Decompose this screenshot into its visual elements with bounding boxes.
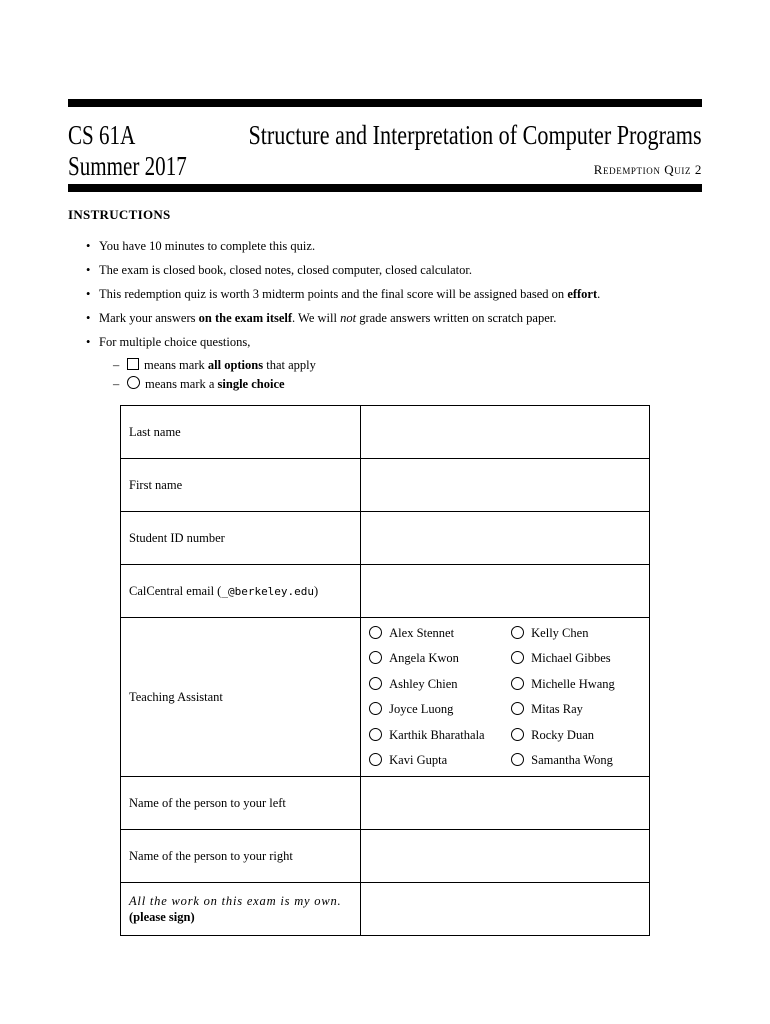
radio-circle-icon[interactable] [511,753,524,766]
ta-option[interactable]: Kelly Chen [511,621,641,647]
instructions-heading: INSTRUCTIONS [68,207,171,222]
radio-circle-icon[interactable] [511,728,524,741]
multiple-choice-legend [113,357,316,395]
instructions-list [86,238,706,358]
legend-item-radio: – means mark a single choice [113,377,285,391]
ta-option[interactable]: Mitas Ray [511,697,641,723]
radio-circle-icon[interactable] [369,753,382,766]
radio-circle-icon[interactable] [511,702,524,715]
term: Summer 2017 [68,151,187,181]
email-field[interactable] [361,565,650,618]
row-signature [121,883,650,936]
instruction-item: • You have 10 minutes to complete this quiz. [86,239,316,253]
row-teaching-assistant [121,618,650,777]
email-label: CalCentral email (_@berkeley.edu) [121,565,361,618]
row-student-id [121,512,650,565]
person-right-label: Name of the person to your right [121,830,361,883]
header-top-rule [68,99,702,107]
ta-option[interactable]: Rocky Duan [511,723,641,749]
last-name-field[interactable] [361,406,650,459]
radio-circle-icon[interactable] [511,677,524,690]
legend-item-checkbox: – means mark all options that apply [113,358,316,372]
row-first-name [121,459,650,512]
instruction-item: • The exam is closed book, closed notes, closed computer, closed calculator. [86,263,472,277]
teaching-assistant-label: Teaching Assistant [121,618,361,777]
bullet-icon: • [86,287,91,301]
person-left-label: Name of the person to your left [121,777,361,830]
radio-circle-icon[interactable] [511,651,524,664]
row-last-name [121,406,650,459]
signature-label: All the work on this exam is my own. (please sign) [121,883,361,936]
radio-circle-icon[interactable] [369,677,382,690]
ta-option[interactable]: Angela Kwon [369,646,511,672]
ta-option[interactable]: Ashley Chien [369,672,511,698]
person-left-field[interactable] [361,777,650,830]
instruction-item: • For multiple choice questions, [86,335,251,349]
ta-option[interactable]: Karthik Bharathala [369,723,511,749]
radio-circle-icon[interactable] [369,702,382,715]
first-name-field[interactable] [361,459,650,512]
instruction-item: • This redemption quiz is worth 3 midterm points and the final score will be assigned based on effort. [86,287,601,301]
radio-circle-icon [127,376,140,389]
row-person-left [121,777,650,830]
student-id-field[interactable] [361,512,650,565]
teaching-assistant-options [361,618,650,777]
ta-option[interactable]: Samantha Wong [511,748,641,774]
ta-option[interactable]: Alex Stennet [369,621,511,647]
bullet-icon: • [86,263,91,277]
course-title: Structure and Interpretation of Computer Programs [248,120,702,150]
radio-circle-icon[interactable] [369,626,382,639]
ta-option[interactable]: Joyce Luong [369,697,511,723]
student-id-label: Student ID number [121,512,361,565]
last-name-label: Last name [121,406,361,459]
bullet-icon: • [86,239,91,253]
instruction-item: • Mark your answers on the exam itself. We will not grade answers written on scratch paper. [86,311,557,325]
radio-circle-icon[interactable] [369,651,382,664]
ta-option[interactable]: Kavi Gupta [369,748,511,774]
student-info-table [120,405,650,936]
course-code: CS 61A [68,120,136,150]
bullet-icon: • [86,335,91,349]
signature-field[interactable] [361,883,650,936]
person-right-field[interactable] [361,830,650,883]
bullet-icon: • [86,311,91,325]
quiz-name: Redemption Quiz 2 [593,162,702,177]
radio-circle-icon[interactable] [511,626,524,639]
ta-option[interactable]: Michelle Hwang [511,672,641,698]
row-person-right [121,830,650,883]
header-bottom-rule [68,184,702,192]
ta-option[interactable]: Michael Gibbes [511,646,641,672]
first-name-label: First name [121,459,361,512]
row-email [121,565,650,618]
checkbox-square-icon [127,358,139,370]
radio-circle-icon[interactable] [369,728,382,741]
